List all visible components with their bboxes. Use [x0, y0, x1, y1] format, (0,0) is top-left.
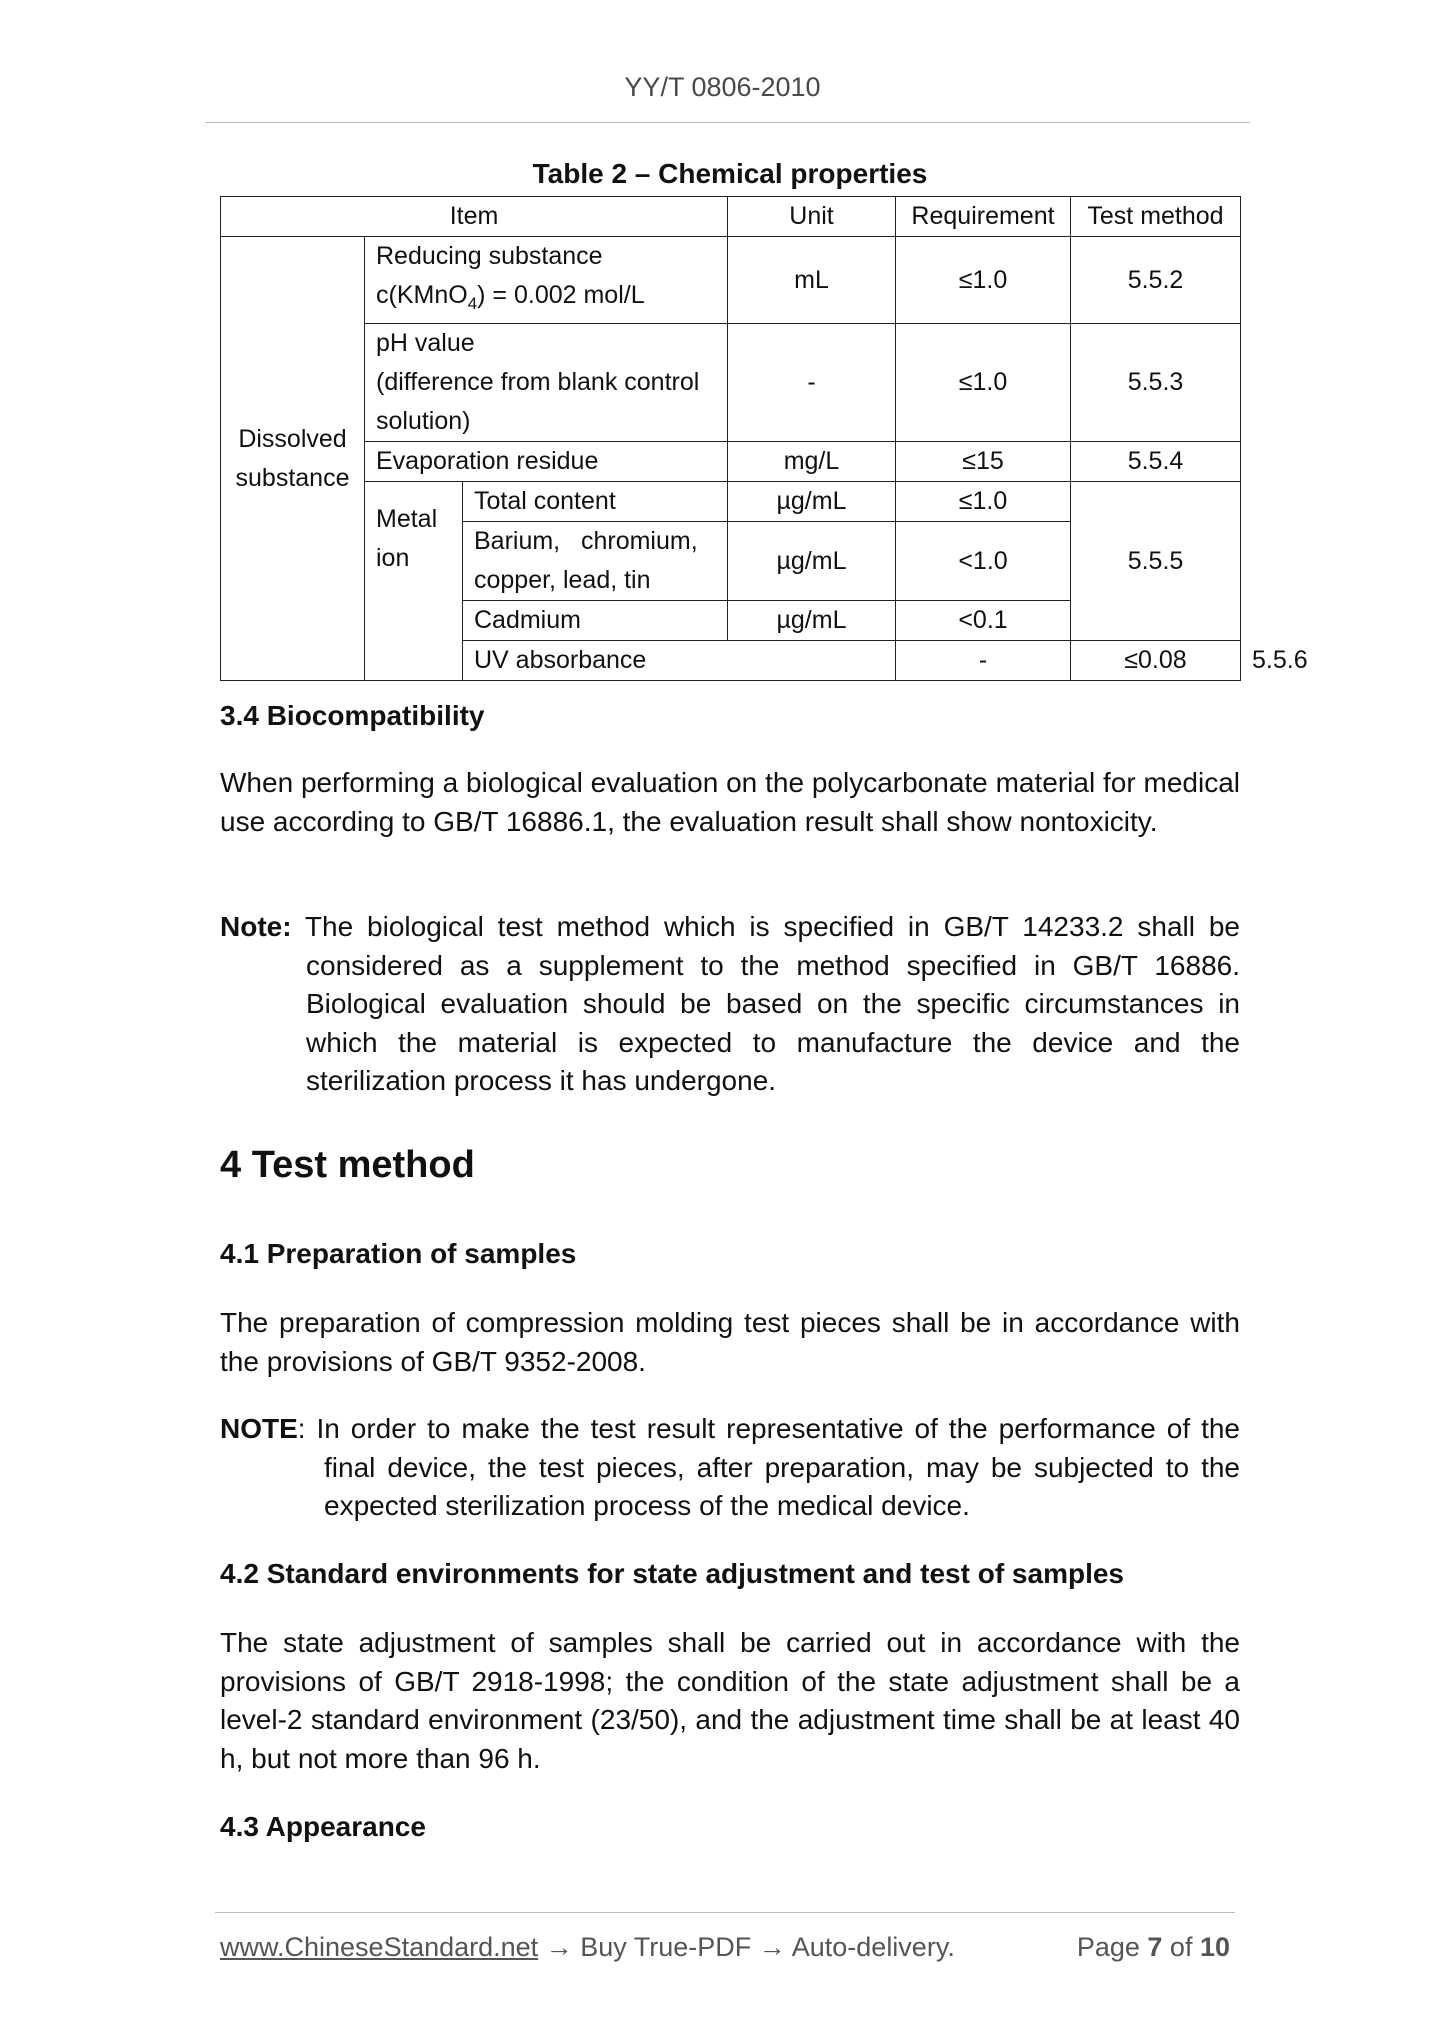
table-cell: mg/L: [728, 442, 896, 482]
table-cell: 5.5.2: [1071, 237, 1241, 324]
page-current: 7: [1147, 1932, 1163, 1962]
section-4-heading: 4 Test method: [220, 1144, 475, 1186]
table-row: [221, 482, 1241, 522]
metal-ion-test-method: 5.5.5: [1071, 482, 1241, 641]
reducing-substance-item: Reducing substance c(KMnO$_4$) = 0.002 mol/L: [365, 237, 728, 324]
dissolved-substance-label: Dissolved substance: [221, 237, 365, 681]
document-code-header: YY/T 0806-2010: [624, 72, 821, 102]
section-4-1-note: [220, 1410, 1240, 1526]
chinese-standard-link[interactable]: www.ChineseStandard.net: [220, 1932, 539, 1962]
note-label: Note:: [220, 911, 292, 942]
cadmium-item: Cadmium: [463, 601, 728, 641]
table-cell: mL: [728, 237, 896, 324]
header-divider: [205, 122, 1250, 123]
ph-value-item: pH value (difference from blank control solution): [365, 324, 728, 442]
table-cell: ≤0.08: [1071, 641, 1241, 681]
table-cell: µg/mL: [728, 482, 896, 522]
footer-tagline: → Buy True-PDF → Auto-delivery.: [538, 1932, 955, 1962]
table-cell: -: [728, 324, 896, 442]
table-cell: 5.5.4: [1071, 442, 1241, 482]
section-4-2-heading: 4.2 Standard environments for state adjustment and test of samples: [220, 1558, 1124, 1589]
table-header-row: [221, 197, 1241, 237]
section-4-2-paragraph: The state adjustment of samples shall be carried out in accordance with the provisions of GB/T 2918-1998; the condition of the state adjustment shall be a level-2 standard environment (23/50), and the adjustment time shall be at least 40 h, but not more than 96 h.: [220, 1627, 1240, 1774]
table-row: [221, 237, 1241, 324]
table-cell: <0.1: [896, 601, 1071, 641]
table-title: Table 2 – Chemical properties: [532, 158, 928, 189]
section-3-4-heading: 3.4 Biocompatibility: [220, 700, 485, 731]
page-footer: [220, 1932, 1230, 1963]
table-cell: ≤1.0: [896, 237, 1071, 324]
table-cell: ≤15: [896, 442, 1071, 482]
table-row: [221, 442, 1241, 482]
page-indicator: Page 7 of 10: [1076, 1932, 1230, 1962]
section-3-4-paragraph: When performing a biological evaluation on the polycarbonate material for medical use according to GB/T 16886.1, the evaluation result shall show nontoxicity.: [220, 767, 1240, 837]
header-requirement: Requirement: [896, 197, 1071, 237]
note-text: The biological test method which is specified in GB/T 14233.2 shall be considered as a supplement to the method specified in GB/T 16886. Biological evaluation should be based on the specific circumstances in which the material is expected to manufacture the device and the sterilization process it has undergone.: [304, 911, 1240, 1096]
section-3-4-note: [220, 908, 1240, 1101]
table-cell: µg/mL: [728, 522, 896, 601]
header-item: Item: [221, 197, 728, 237]
section-4-3-heading: 4.3 Appearance: [220, 1811, 426, 1842]
header-unit: Unit: [728, 197, 896, 237]
evaporation-residue-item: Evaporation residue: [365, 442, 728, 482]
table-row: UV absorbance - ≤0.08 5.5.6: [221, 641, 1241, 681]
table-cell: <1.0: [896, 522, 1071, 601]
note-text: : In order to make the test result representative of the performance of the final device, the test pieces, after preparation, may be subjected to the expected sterilization process of the medical device.: [297, 1413, 1240, 1521]
table-cell: -: [896, 641, 1071, 681]
footer-divider: [215, 1912, 1235, 1913]
section-4-1-heading: 4.1 Preparation of samples: [220, 1238, 577, 1269]
table-cell: ≤1.0: [896, 324, 1071, 442]
page-total: 10: [1199, 1932, 1230, 1962]
barium-item: Barium, chromium, copper, lead, tin: [463, 522, 728, 601]
header-test-method: Test method: [1071, 197, 1241, 237]
table-cell: µg/mL: [728, 601, 896, 641]
uv-absorbance-item: UV absorbance: [463, 641, 896, 681]
total-content-item: Total content: [463, 482, 728, 522]
section-4-1-paragraph: The preparation of compression molding test pieces shall be in accordance with the provisions of GB/T 9352-2008.: [220, 1307, 1240, 1377]
chemical-properties-table: [220, 196, 1308, 681]
table-cell: ≤1.0: [896, 482, 1071, 522]
table-cell: 5.5.3: [1071, 324, 1241, 442]
table-row: [221, 324, 1241, 442]
metal-ion-label: Metal ion: [365, 482, 463, 681]
note-label: NOTE: [220, 1413, 298, 1444]
